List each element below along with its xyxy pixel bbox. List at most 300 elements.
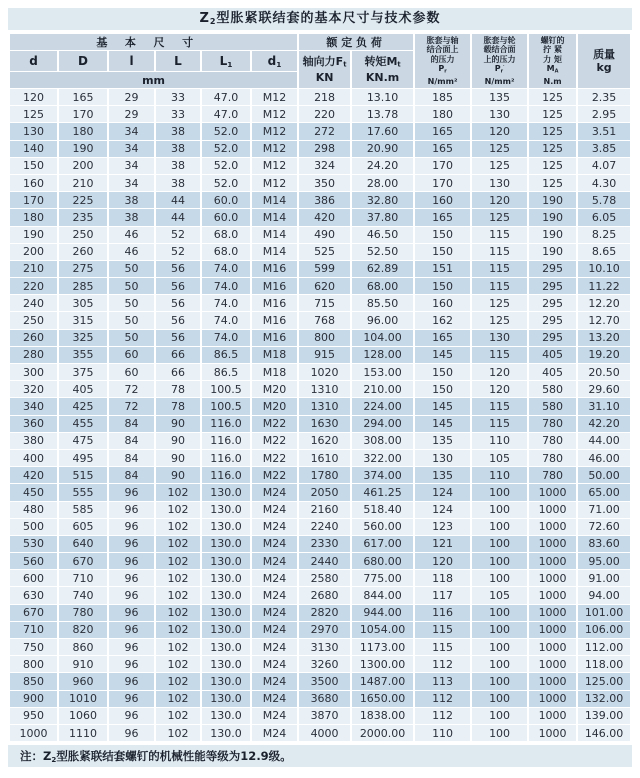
basic-dimensions-label: 基本尺寸 bbox=[96, 36, 211, 49]
cell-hub-pressure: 100 bbox=[472, 708, 527, 724]
cell-D: 475 bbox=[59, 433, 107, 449]
cell-L: 56 bbox=[156, 295, 200, 311]
cell-l: 38 bbox=[109, 209, 154, 225]
table-row bbox=[10, 330, 630, 346]
cell-d: 1000 bbox=[10, 725, 57, 741]
cell-axial-force: 1310 bbox=[299, 398, 350, 414]
cell-shaft-pressure: 112 bbox=[415, 691, 470, 707]
cell-l: 72 bbox=[109, 398, 154, 414]
cell-screw-torque: 580 bbox=[529, 398, 576, 414]
cell-shaft-pressure: 115 bbox=[415, 622, 470, 638]
cell-axial-force: 2440 bbox=[299, 553, 350, 569]
cell-mass: 6.05 bbox=[578, 209, 630, 225]
cell-shaft-pressure: 151 bbox=[415, 261, 470, 277]
cell-d1: M16 bbox=[252, 261, 297, 277]
table-row bbox=[10, 312, 630, 328]
cell-axial-force: 3680 bbox=[299, 691, 350, 707]
cell-shaft-pressure: 150 bbox=[415, 364, 470, 380]
cell-d1: M14 bbox=[252, 244, 297, 260]
cell-hub-pressure: 115 bbox=[472, 398, 527, 414]
cell-screw-torque: 295 bbox=[529, 330, 576, 346]
cell-L1: 130.0 bbox=[202, 553, 250, 569]
cell-L1: 130.0 bbox=[202, 587, 250, 603]
cell-torque: 1054.00 bbox=[352, 622, 413, 638]
cell-hub-pressure: 115 bbox=[472, 261, 527, 277]
cell-screw-torque: 1000 bbox=[529, 656, 576, 672]
cell-L1: 74.0 bbox=[202, 278, 250, 294]
cell-axial-force: 1310 bbox=[299, 381, 350, 397]
cell-axial-force: 525 bbox=[299, 244, 350, 260]
table-row bbox=[10, 227, 630, 243]
cell-d1: M14 bbox=[252, 227, 297, 243]
cell-d1: M24 bbox=[252, 587, 297, 603]
cell-torque: 1300.00 bbox=[352, 656, 413, 672]
cell-torque: 85.50 bbox=[352, 295, 413, 311]
cell-torque: 2000.00 bbox=[352, 725, 413, 741]
cell-mass: 2.95 bbox=[578, 106, 630, 122]
cell-d1: M18 bbox=[252, 347, 297, 363]
cell-torque: 1650.00 bbox=[352, 691, 413, 707]
table-row bbox=[10, 622, 630, 638]
cell-D: 325 bbox=[59, 330, 107, 346]
cell-D: 225 bbox=[59, 192, 107, 208]
cell-hub-pressure: 120 bbox=[472, 381, 527, 397]
cell-axial-force: 2970 bbox=[299, 622, 350, 638]
hub-pressure-line1: 胀套与轮 bbox=[483, 35, 516, 45]
spec-table bbox=[8, 33, 632, 742]
cell-d1: M24 bbox=[252, 605, 297, 621]
cell-D: 425 bbox=[59, 398, 107, 414]
cell-L: 102 bbox=[156, 484, 200, 500]
cell-screw-torque: 1000 bbox=[529, 519, 576, 535]
cell-axial-force: 350 bbox=[299, 175, 350, 191]
cell-L: 78 bbox=[156, 398, 200, 414]
table-row bbox=[10, 691, 630, 707]
cell-mass: 11.22 bbox=[578, 278, 630, 294]
cell-axial-force: 3870 bbox=[299, 708, 350, 724]
header-screw-tightening-torque bbox=[529, 34, 576, 88]
cell-d1: M14 bbox=[252, 192, 297, 208]
cell-d: 530 bbox=[10, 536, 57, 552]
cell-torque: 13.78 bbox=[352, 106, 413, 122]
cell-torque: 17.60 bbox=[352, 123, 413, 139]
cell-mass: 65.00 bbox=[578, 484, 630, 500]
table-row bbox=[10, 89, 630, 105]
cell-mass: 132.00 bbox=[578, 691, 630, 707]
cell-D: 250 bbox=[59, 227, 107, 243]
cell-D: 605 bbox=[59, 519, 107, 535]
cell-axial-force: 715 bbox=[299, 295, 350, 311]
cell-hub-pressure: 115 bbox=[472, 227, 527, 243]
cell-d1: M24 bbox=[252, 639, 297, 655]
cell-l: 50 bbox=[109, 295, 154, 311]
cell-shaft-pressure: 165 bbox=[415, 123, 470, 139]
header-torque bbox=[352, 51, 413, 88]
cell-mass: 44.00 bbox=[578, 433, 630, 449]
cell-mass: 42.20 bbox=[578, 416, 630, 432]
cell-L: 44 bbox=[156, 192, 200, 208]
shaft-pressure-line3: 的压力 bbox=[430, 54, 455, 64]
cell-L1: 47.0 bbox=[202, 89, 250, 105]
cell-shaft-pressure: 117 bbox=[415, 587, 470, 603]
title-subscript: 2 bbox=[209, 17, 217, 26]
cell-l: 50 bbox=[109, 278, 154, 294]
cell-L: 102 bbox=[156, 502, 200, 518]
cell-l: 50 bbox=[109, 330, 154, 346]
cell-mass: 125.00 bbox=[578, 673, 630, 689]
cell-shaft-pressure: 162 bbox=[415, 312, 470, 328]
cell-axial-force: 272 bbox=[299, 123, 350, 139]
table-row bbox=[10, 708, 630, 724]
header-axial-force bbox=[299, 51, 350, 88]
cell-D: 860 bbox=[59, 639, 107, 655]
cell-axial-force: 1020 bbox=[299, 364, 350, 380]
cell-d1: M24 bbox=[252, 656, 297, 672]
cell-hub-pressure: 100 bbox=[472, 656, 527, 672]
cell-shaft-pressure: 150 bbox=[415, 278, 470, 294]
cell-D: 210 bbox=[59, 175, 107, 191]
torque-label: 转矩$M_t$ bbox=[364, 54, 401, 69]
cell-d: 120 bbox=[10, 89, 57, 105]
cell-hub-pressure: 100 bbox=[472, 639, 527, 655]
cell-mass: 139.00 bbox=[578, 708, 630, 724]
cell-hub-pressure: 130 bbox=[472, 330, 527, 346]
cell-hub-pressure: 125 bbox=[472, 209, 527, 225]
cell-L1: 52.0 bbox=[202, 123, 250, 139]
shaft-pressure-symbol: $P_r$ bbox=[438, 64, 447, 75]
cell-D: 495 bbox=[59, 450, 107, 466]
cell-d: 800 bbox=[10, 656, 57, 672]
cell-screw-torque: 125 bbox=[529, 175, 576, 191]
cell-D: 640 bbox=[59, 536, 107, 552]
cell-shaft-pressure: 115 bbox=[415, 639, 470, 655]
cell-d1: M12 bbox=[252, 158, 297, 174]
cell-L1: 130.0 bbox=[202, 708, 250, 724]
cell-d: 560 bbox=[10, 553, 57, 569]
cell-L: 90 bbox=[156, 433, 200, 449]
cell-shaft-pressure: 112 bbox=[415, 656, 470, 672]
cell-L: 38 bbox=[156, 141, 200, 157]
cell-l: 46 bbox=[109, 244, 154, 260]
cell-L: 38 bbox=[156, 123, 200, 139]
header-mm-unit: mm bbox=[10, 72, 297, 88]
cell-l: 72 bbox=[109, 381, 154, 397]
rated-load-label: 额定负荷 bbox=[326, 36, 386, 49]
screw-torque-line2: 拧 紧 bbox=[543, 45, 562, 55]
title-text: Z bbox=[199, 11, 210, 26]
cell-d1: M14 bbox=[252, 209, 297, 225]
cell-L1: 130.0 bbox=[202, 725, 250, 741]
cell-l: 96 bbox=[109, 519, 154, 535]
cell-hub-pressure: 100 bbox=[472, 553, 527, 569]
cell-D: 170 bbox=[59, 106, 107, 122]
cell-d1: M16 bbox=[252, 278, 297, 294]
table-row bbox=[10, 725, 630, 741]
cell-torque: 944.00 bbox=[352, 605, 413, 621]
cell-torque: 210.00 bbox=[352, 381, 413, 397]
cell-screw-torque: 190 bbox=[529, 209, 576, 225]
cell-hub-pressure: 100 bbox=[472, 673, 527, 689]
cell-L1: 74.0 bbox=[202, 330, 250, 346]
cell-L: 90 bbox=[156, 416, 200, 432]
cell-L: 33 bbox=[156, 106, 200, 122]
cell-L: 56 bbox=[156, 261, 200, 277]
cell-l: 34 bbox=[109, 175, 154, 191]
table-row bbox=[10, 433, 630, 449]
cell-L1: 68.0 bbox=[202, 244, 250, 260]
cell-L: 102 bbox=[156, 587, 200, 603]
header-col-L: L bbox=[156, 51, 200, 71]
screw-torque-unit: N.m bbox=[543, 76, 562, 86]
cell-torque: 46.50 bbox=[352, 227, 413, 243]
cell-shaft-pressure: 145 bbox=[415, 416, 470, 432]
table-row bbox=[10, 381, 630, 397]
shaft-pressure-line2: 结合面上 bbox=[426, 45, 459, 55]
cell-torque: 1173.00 bbox=[352, 639, 413, 655]
cell-torque: 322.00 bbox=[352, 450, 413, 466]
cell-L1: 100.5 bbox=[202, 398, 250, 414]
cell-d1: M16 bbox=[252, 312, 297, 328]
cell-d1: M12 bbox=[252, 89, 297, 105]
cell-mass: 50.00 bbox=[578, 467, 630, 483]
cell-torque: 37.80 bbox=[352, 209, 413, 225]
cell-mass: 4.07 bbox=[578, 158, 630, 174]
cell-shaft-pressure: 135 bbox=[415, 467, 470, 483]
cell-L: 102 bbox=[156, 708, 200, 724]
cell-L: 102 bbox=[156, 553, 200, 569]
cell-d: 160 bbox=[10, 175, 57, 191]
cell-screw-torque: 125 bbox=[529, 158, 576, 174]
table-header bbox=[10, 34, 630, 88]
cell-hub-pressure: 120 bbox=[472, 123, 527, 139]
cell-hub-pressure: 100 bbox=[472, 605, 527, 621]
cell-L1: 130.0 bbox=[202, 656, 250, 672]
cell-d: 450 bbox=[10, 484, 57, 500]
cell-mass: 10.10 bbox=[578, 261, 630, 277]
cell-L: 38 bbox=[156, 175, 200, 191]
cell-d1: M12 bbox=[252, 106, 297, 122]
cell-d: 400 bbox=[10, 450, 57, 466]
cell-torque: 52.50 bbox=[352, 244, 413, 260]
cell-L1: 130.0 bbox=[202, 691, 250, 707]
cell-d1: M24 bbox=[252, 536, 297, 552]
table-row bbox=[10, 123, 630, 139]
cell-L1: 74.0 bbox=[202, 261, 250, 277]
cell-hub-pressure: 130 bbox=[472, 106, 527, 122]
axial-force-label: 轴向力$F_t$ bbox=[302, 54, 347, 69]
cell-mass: 95.00 bbox=[578, 553, 630, 569]
footnote bbox=[8, 745, 632, 767]
footnote-text: 注：Z bbox=[20, 749, 52, 764]
cell-shaft-pressure: 124 bbox=[415, 484, 470, 500]
cell-shaft-pressure: 180 bbox=[415, 106, 470, 122]
cell-d1: M24 bbox=[252, 725, 297, 741]
cell-d: 300 bbox=[10, 364, 57, 380]
cell-d1: M24 bbox=[252, 519, 297, 535]
cell-L: 102 bbox=[156, 691, 200, 707]
cell-L1: 52.0 bbox=[202, 158, 250, 174]
cell-axial-force: 1620 bbox=[299, 433, 350, 449]
table-row bbox=[10, 605, 630, 621]
table-row bbox=[10, 192, 630, 208]
table-row bbox=[10, 553, 630, 569]
cell-screw-torque: 1000 bbox=[529, 570, 576, 586]
cell-d: 140 bbox=[10, 141, 57, 157]
cell-d1: M24 bbox=[252, 570, 297, 586]
cell-D: 515 bbox=[59, 467, 107, 483]
mass-label: 质量 bbox=[593, 48, 616, 61]
cell-l: 96 bbox=[109, 587, 154, 603]
cell-screw-torque: 125 bbox=[529, 106, 576, 122]
table-row bbox=[10, 416, 630, 432]
cell-torque: 62.89 bbox=[352, 261, 413, 277]
table-row bbox=[10, 347, 630, 363]
cell-d: 750 bbox=[10, 639, 57, 655]
cell-L1: 130.0 bbox=[202, 605, 250, 621]
screw-torque-symbol: $M_A$ bbox=[546, 64, 559, 75]
cell-l: 29 bbox=[109, 89, 154, 105]
cell-L1: 130.0 bbox=[202, 519, 250, 535]
cell-L: 78 bbox=[156, 381, 200, 397]
cell-D: 275 bbox=[59, 261, 107, 277]
cell-mass: 20.50 bbox=[578, 364, 630, 380]
cell-d1: M16 bbox=[252, 295, 297, 311]
cell-hub-pressure: 100 bbox=[472, 502, 527, 518]
axial-force-unit: KN bbox=[315, 71, 334, 85]
cell-torque: 128.00 bbox=[352, 347, 413, 363]
cell-d1: M24 bbox=[252, 708, 297, 724]
cell-mass: 8.25 bbox=[578, 227, 630, 243]
cell-mass: 3.85 bbox=[578, 141, 630, 157]
cell-shaft-pressure: 185 bbox=[415, 89, 470, 105]
cell-torque: 104.00 bbox=[352, 330, 413, 346]
header-col-L1: $L_1$ bbox=[202, 51, 250, 71]
screw-torque-line1: 螺钉的 bbox=[540, 35, 565, 45]
cell-L1: 130.0 bbox=[202, 502, 250, 518]
cell-l: 29 bbox=[109, 106, 154, 122]
cell-l: 96 bbox=[109, 570, 154, 586]
cell-d: 130 bbox=[10, 123, 57, 139]
cell-axial-force: 3260 bbox=[299, 656, 350, 672]
cell-d: 150 bbox=[10, 158, 57, 174]
cell-D: 1010 bbox=[59, 691, 107, 707]
cell-shaft-pressure: 145 bbox=[415, 398, 470, 414]
cell-axial-force: 324 bbox=[299, 158, 350, 174]
cell-mass: 71.00 bbox=[578, 502, 630, 518]
cell-screw-torque: 295 bbox=[529, 312, 576, 328]
cell-axial-force: 490 bbox=[299, 227, 350, 243]
cell-mass: 94.00 bbox=[578, 587, 630, 603]
cell-l: 96 bbox=[109, 656, 154, 672]
cell-l: 96 bbox=[109, 639, 154, 655]
cell-axial-force: 420 bbox=[299, 209, 350, 225]
cell-l: 96 bbox=[109, 673, 154, 689]
cell-l: 46 bbox=[109, 227, 154, 243]
cell-L1: 68.0 bbox=[202, 227, 250, 243]
cell-torque: 96.00 bbox=[352, 312, 413, 328]
cell-hub-pressure: 100 bbox=[472, 519, 527, 535]
cell-shaft-pressure: 165 bbox=[415, 330, 470, 346]
cell-axial-force: 2580 bbox=[299, 570, 350, 586]
cell-screw-torque: 295 bbox=[529, 295, 576, 311]
cell-mass: 13.20 bbox=[578, 330, 630, 346]
table-row bbox=[10, 175, 630, 191]
cell-shaft-pressure: 135 bbox=[415, 433, 470, 449]
cell-torque: 617.00 bbox=[352, 536, 413, 552]
cell-mass: 8.65 bbox=[578, 244, 630, 260]
cell-D: 820 bbox=[59, 622, 107, 638]
cell-L: 33 bbox=[156, 89, 200, 105]
cell-L1: 100.5 bbox=[202, 381, 250, 397]
cell-torque: 13.10 bbox=[352, 89, 413, 105]
cell-L1: 74.0 bbox=[202, 295, 250, 311]
cell-d1: M24 bbox=[252, 673, 297, 689]
cell-L1: 116.0 bbox=[202, 416, 250, 432]
cell-mass: 46.00 bbox=[578, 450, 630, 466]
cell-d1: M22 bbox=[252, 467, 297, 483]
cell-hub-pressure: 100 bbox=[472, 536, 527, 552]
cell-mass: 2.35 bbox=[578, 89, 630, 105]
cell-L1: 60.0 bbox=[202, 209, 250, 225]
cell-l: 60 bbox=[109, 347, 154, 363]
table-row bbox=[10, 673, 630, 689]
cell-d: 480 bbox=[10, 502, 57, 518]
cell-axial-force: 1610 bbox=[299, 450, 350, 466]
cell-axial-force: 298 bbox=[299, 141, 350, 157]
cell-screw-torque: 125 bbox=[529, 89, 576, 105]
cell-d: 950 bbox=[10, 708, 57, 724]
cell-d: 670 bbox=[10, 605, 57, 621]
cell-torque: 680.00 bbox=[352, 553, 413, 569]
table-row bbox=[10, 398, 630, 414]
cell-l: 96 bbox=[109, 708, 154, 724]
shaft-pressure-line1: 胀套与轴 bbox=[426, 35, 459, 45]
cell-screw-torque: 1000 bbox=[529, 553, 576, 569]
cell-hub-pressure: 125 bbox=[472, 295, 527, 311]
cell-D: 780 bbox=[59, 605, 107, 621]
header-col-d1: $d_1$ bbox=[252, 51, 297, 71]
cell-shaft-pressure: 121 bbox=[415, 536, 470, 552]
cell-hub-pressure: 105 bbox=[472, 450, 527, 466]
cell-screw-torque: 190 bbox=[529, 192, 576, 208]
cell-shaft-pressure: 160 bbox=[415, 295, 470, 311]
cell-screw-torque: 405 bbox=[529, 347, 576, 363]
cell-L1: 116.0 bbox=[202, 433, 250, 449]
header-group-basic-dimensions bbox=[10, 34, 297, 50]
cell-D: 260 bbox=[59, 244, 107, 260]
cell-axial-force: 2160 bbox=[299, 502, 350, 518]
cell-L: 52 bbox=[156, 244, 200, 260]
cell-d: 210 bbox=[10, 261, 57, 277]
cell-d1: M20 bbox=[252, 398, 297, 414]
cell-d1: M20 bbox=[252, 381, 297, 397]
cell-d: 180 bbox=[10, 209, 57, 225]
footnote-subscript: 2 bbox=[51, 754, 57, 764]
cell-d: 600 bbox=[10, 570, 57, 586]
cell-l: 96 bbox=[109, 725, 154, 741]
cell-d1: M22 bbox=[252, 433, 297, 449]
cell-l: 96 bbox=[109, 691, 154, 707]
cell-shaft-pressure: 112 bbox=[415, 708, 470, 724]
cell-d: 190 bbox=[10, 227, 57, 243]
table-row bbox=[10, 158, 630, 174]
cell-screw-torque: 780 bbox=[529, 467, 576, 483]
cell-d: 125 bbox=[10, 106, 57, 122]
cell-screw-torque: 190 bbox=[529, 244, 576, 260]
cell-d: 260 bbox=[10, 330, 57, 346]
cell-l: 96 bbox=[109, 536, 154, 552]
cell-L: 102 bbox=[156, 622, 200, 638]
